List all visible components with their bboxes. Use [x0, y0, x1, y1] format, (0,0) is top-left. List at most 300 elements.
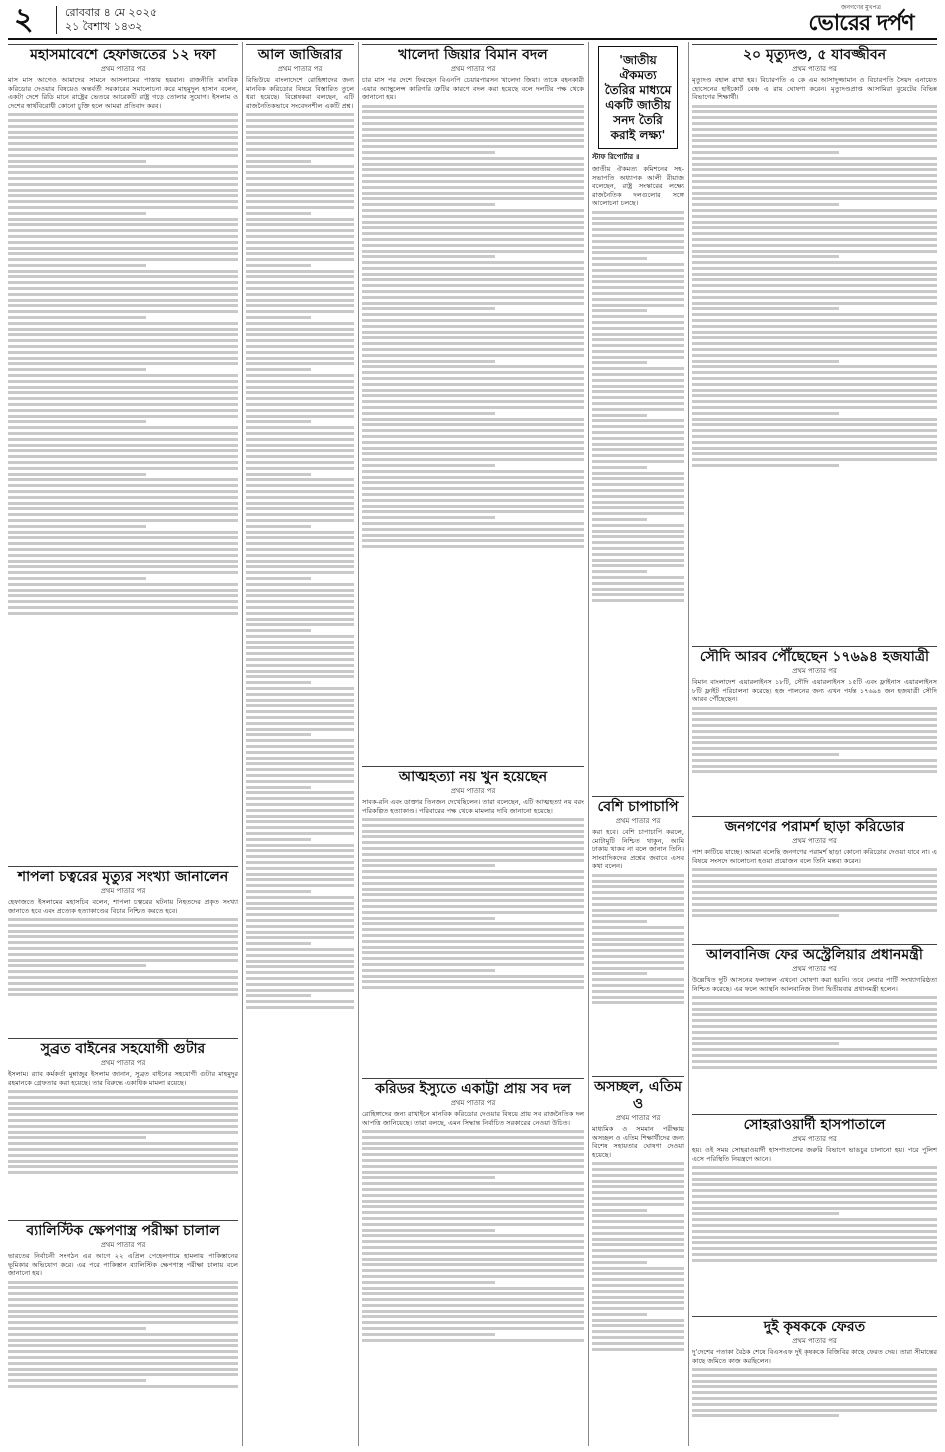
text-line-placeholder: [8, 420, 146, 423]
text-line-placeholder: [362, 534, 584, 537]
text-line-placeholder: [692, 1253, 937, 1256]
text-line-placeholder: [592, 437, 684, 440]
text-line-placeholder: [246, 519, 354, 522]
text-line-placeholder: [8, 339, 238, 342]
boxed-headline: [598, 46, 678, 149]
article-continued: প্রথম পাতার পর: [100, 887, 146, 895]
text-line-placeholder: [362, 128, 584, 131]
text-line-placeholder: [8, 1090, 238, 1093]
text-line-placeholder: [246, 218, 354, 221]
article-title: সুব্রত বাইনের সহযোগী গুটার: [40, 1041, 206, 1057]
text-line-placeholder: [246, 148, 354, 151]
text-line-placeholder: [362, 105, 584, 108]
text-line-placeholder: [362, 510, 584, 513]
article-title: খালেদা জিয়ার বিমান বদল: [398, 47, 548, 63]
text-line-placeholder: [692, 435, 937, 438]
text-line-placeholder: [246, 310, 354, 313]
text-line-placeholder: [692, 412, 839, 415]
text-line-placeholder: [362, 1153, 584, 1156]
text-line-placeholder: [692, 1166, 937, 1169]
text-line-placeholder: [692, 1201, 937, 1204]
article-ballistic: [8, 1220, 238, 1449]
text-line-placeholder: [592, 1290, 684, 1293]
article-title: অসচ্ছল, এতিম ও: [594, 1079, 682, 1112]
article-body: মাধ্যমিক ও সমমান পরীক্ষায় অসচ্ছল ও এতিম শিক্ষার্থীদের জন্য বিশেষ সহায়তার ঘোষণা দেওয়া হয়েছে।: [592, 1125, 684, 1159]
text-line-placeholder: [692, 186, 937, 189]
text-line-placeholder: [246, 502, 354, 505]
date-gregorian: রোববার ৪ মে ২০২৫: [65, 6, 157, 19]
text-line-placeholder: [8, 1096, 238, 1099]
text-line-placeholder: [362, 290, 584, 293]
text-line-placeholder: [362, 406, 584, 409]
text-line-placeholder: [246, 351, 354, 354]
text-line-placeholder: [362, 1194, 584, 1197]
text-line-placeholder: [362, 493, 584, 496]
text-line-placeholder: [362, 377, 584, 380]
article-continued: প্রথম পাতার পর: [792, 965, 837, 973]
text-line-placeholder: [592, 1243, 684, 1246]
text-line-placeholder: [362, 528, 584, 531]
article-continued: প্রথম পাতার পর: [450, 65, 496, 73]
text-line-placeholder: [692, 1066, 937, 1069]
text-line-placeholder: [246, 664, 354, 667]
text-line-placeholder: [592, 240, 684, 243]
text-line-placeholder: [592, 1278, 684, 1281]
text-line-placeholder: [246, 496, 354, 499]
article-filler: [692, 105, 937, 467]
logo-tagline: জনগণের মুখপত্র: [841, 4, 881, 11]
text-line-placeholder: [8, 478, 238, 481]
text-line-placeholder: [592, 1238, 684, 1241]
text-line-placeholder: [246, 994, 311, 997]
text-line-placeholder: [362, 841, 584, 844]
text-line-placeholder: [246, 907, 354, 910]
text-line-placeholder: [692, 250, 937, 253]
text-line-placeholder: [246, 386, 354, 389]
text-line-placeholder: [8, 275, 238, 278]
text-line-placeholder: [8, 1286, 238, 1289]
text-line-placeholder: [246, 618, 354, 621]
text-line-placeholder: [8, 316, 146, 319]
text-line-placeholder: [692, 1259, 937, 1262]
text-line-placeholder: [592, 280, 684, 283]
article-consensus: [592, 44, 684, 794]
text-line-placeholder: [246, 670, 354, 673]
text-line-placeholder: [692, 261, 937, 264]
text-line-placeholder: [692, 1409, 937, 1412]
text-line-placeholder: [362, 928, 584, 931]
text-line-placeholder: [246, 339, 354, 342]
text-line-placeholder: [246, 762, 354, 765]
text-line-placeholder: [246, 455, 354, 458]
text-line-placeholder: [8, 571, 238, 574]
text-line-placeholder: [592, 292, 684, 295]
text-line-placeholder: [8, 1373, 238, 1376]
text-line-placeholder: [592, 333, 684, 336]
text-line-placeholder: [692, 464, 839, 467]
text-line-placeholder: [246, 838, 311, 841]
text-line-placeholder: [692, 874, 937, 877]
text-line-placeholder: [8, 258, 238, 261]
text-line-placeholder: [8, 1119, 238, 1122]
text-line-placeholder: [8, 525, 146, 528]
text-line-placeholder: [592, 425, 684, 428]
text-line-placeholder: [592, 593, 684, 596]
text-line-placeholder: [362, 934, 584, 937]
text-line-placeholder: [8, 502, 238, 505]
text-line-placeholder: [8, 374, 238, 377]
article-suhrawardy: [692, 1114, 937, 1315]
text-line-placeholder: [692, 215, 937, 218]
article-filler: [692, 1166, 937, 1262]
text-line-placeholder: [246, 757, 354, 760]
text-line-placeholder: [692, 1019, 937, 1022]
text-line-placeholder: [692, 770, 937, 773]
text-line-placeholder: [592, 472, 684, 475]
article-hajj: [692, 646, 937, 815]
text-line-placeholder: [692, 914, 839, 917]
text-line-placeholder: [246, 241, 354, 244]
text-line-placeholder: [8, 415, 238, 418]
text-line-placeholder: [8, 970, 238, 973]
text-line-placeholder: [592, 582, 684, 585]
text-line-placeholder: [692, 996, 937, 999]
text-line-placeholder: [8, 589, 238, 592]
text-line-placeholder: [362, 1304, 584, 1307]
text-line-placeholder: [362, 951, 584, 954]
text-line-placeholder: [592, 367, 684, 370]
text-line-placeholder: [592, 1336, 684, 1339]
text-line-placeholder: [692, 1013, 937, 1016]
text-line-placeholder: [692, 1207, 937, 1210]
text-line-placeholder: [362, 1136, 584, 1139]
article-shapla: [8, 866, 238, 1037]
text-line-placeholder: [8, 1327, 146, 1330]
text-line-placeholder: [592, 914, 684, 917]
text-line-placeholder: [246, 786, 311, 789]
article-continued: প্রথম পাতার পর: [792, 1135, 837, 1143]
text-line-placeholder: [246, 374, 354, 377]
text-line-placeholder: [692, 423, 937, 426]
text-line-placeholder: [246, 397, 354, 400]
text-line-placeholder: [246, 299, 354, 302]
text-line-placeholder: [592, 373, 684, 376]
text-line-placeholder: [8, 536, 238, 539]
text-line-placeholder: [362, 824, 584, 827]
text-line-placeholder: [362, 319, 584, 322]
text-line-placeholder: [246, 960, 354, 963]
text-line-placeholder: [692, 174, 937, 177]
article-albanese: [692, 944, 937, 1113]
text-line-placeholder: [8, 1368, 238, 1371]
text-line-placeholder: [8, 1136, 146, 1139]
article-al-jazeera: [246, 44, 354, 1449]
text-line-placeholder: [692, 128, 937, 131]
text-line-placeholder: [246, 136, 354, 139]
text-line-placeholder: [246, 878, 354, 881]
text-line-placeholder: [8, 380, 238, 383]
text-line-placeholder: [246, 612, 354, 615]
text-line-placeholder: [592, 967, 684, 970]
text-line-placeholder: [246, 391, 354, 394]
text-line-placeholder: [592, 1272, 684, 1275]
text-line-placeholder: [362, 1321, 584, 1324]
article-continued: প্রথম পাতার পর: [450, 1099, 496, 1107]
article-continued: প্রথম পাতার পর: [792, 837, 837, 845]
text-line-placeholder: [8, 206, 238, 209]
text-line-placeholder: [362, 365, 584, 368]
article-body: ভারতের নির্বাচনী সংগঠন এর আগে ২২ এপ্রিল পেহেলগামে হামলায় পাকিস্তানের ভূমিকার অভিযোগ করে। এর পরে পাকিস্তান ব্যালিস্টিক ক্ষেপণাস্ত্র পরীক্ষা চালায় বলে জানানো হয়।: [8, 1252, 238, 1278]
text-line-placeholder: [692, 110, 937, 113]
text-line-placeholder: [246, 194, 354, 197]
text-line-placeholder: [246, 791, 354, 794]
text-line-placeholder: [8, 264, 146, 267]
article-body: হেফাজতে ইসলামের মহাসচিব বলেন, শাপলা চত্বরের ঘটনায় নিহতদের প্রকৃত সংখ্যা জানাতে হবে এবং প্রত্যেক হত্যাকাণ্ডের বিচার নিশ্চিত করতে হবে।: [8, 898, 238, 915]
text-line-placeholder: [8, 1160, 238, 1163]
article-farmers: [692, 1316, 937, 1449]
text-line-placeholder: [362, 389, 584, 392]
text-line-placeholder: [8, 247, 238, 250]
text-line-placeholder: [246, 797, 354, 800]
text-line-placeholder: [246, 646, 354, 649]
text-line-placeholder: [8, 218, 238, 221]
text-line-placeholder: [692, 255, 839, 258]
text-line-placeholder: [362, 830, 584, 833]
text-line-placeholder: [246, 247, 354, 250]
text-line-placeholder: [362, 1147, 584, 1150]
text-line-placeholder: [8, 1333, 238, 1336]
text-line-placeholder: [362, 296, 584, 299]
text-line-placeholder: [8, 964, 146, 967]
text-line-placeholder: [246, 444, 354, 447]
text-line-placeholder: [246, 739, 354, 742]
text-line-placeholder: [246, 704, 354, 707]
text-line-placeholder: [246, 304, 354, 307]
text-line-placeholder: [592, 1191, 684, 1194]
text-line-placeholder: [592, 448, 684, 451]
text-line-placeholder: [592, 321, 684, 324]
text-line-placeholder: [8, 299, 238, 302]
text-line-placeholder: [8, 988, 238, 991]
text-line-placeholder: [692, 418, 937, 421]
text-line-placeholder: [8, 467, 238, 470]
text-line-placeholder: [8, 490, 238, 493]
text-line-placeholder: [246, 531, 354, 534]
text-line-placeholder: [692, 134, 937, 137]
text-line-placeholder: [8, 426, 238, 429]
text-line-placeholder: [692, 707, 937, 710]
text-line-placeholder: [362, 429, 584, 432]
text-line-placeholder: [692, 1385, 937, 1388]
text-line-placeholder: [692, 1212, 839, 1215]
article-body: মাস মাস আগেও আমাদের সামনে আসলামের পাত্তায় হয়রান। রাজনীতি মানবিক করিডোর দেওয়ার বিষয়েও অন্তর্বর্তী সরকারের সমালোচনা করে মাহমুদুল হাসান বলেন, একটা দেশে রিডি মানে রাষ্ট্রের ভেতরে আরেকটি রাষ্ট্র গড়ে তোলার সুযোগ। ইসলাম ও দেশের স্বার্থবিরোধী কোনো চুক্তি হলে আমরা প্রতিবাদ করব।: [8, 76, 238, 110]
text-line-placeholder: [592, 443, 684, 446]
article-body: রোহিঙ্গাদের জন্য রাখাইনে মানবিক করিডোর দেওয়ার বিষয়ে প্রায় সব রাজনৈতিক দল আপত্তি জানিয়েছে। তারা বলছে, এমন সিদ্ধান্ত নির্বাচিত সরকারের নেওয়া উচিত।: [362, 1110, 584, 1127]
text-line-placeholder: [592, 1180, 684, 1183]
text-line-placeholder: [246, 780, 354, 783]
text-line-placeholder: [8, 333, 238, 336]
article-filler: [362, 818, 584, 989]
text-line-placeholder: [692, 741, 937, 744]
text-line-placeholder: [592, 1307, 684, 1310]
article-verdict: [692, 44, 937, 645]
text-line-placeholder: [592, 1220, 684, 1223]
text-line-placeholder: [592, 541, 684, 544]
text-line-placeholder: [8, 455, 238, 458]
text-line-placeholder: [246, 641, 354, 644]
text-line-placeholder: [246, 925, 354, 928]
text-line-placeholder: [246, 820, 354, 823]
text-line-placeholder: [8, 148, 238, 151]
text-line-placeholder: [692, 1236, 937, 1239]
column-divider: [588, 42, 589, 1446]
text-line-placeholder: [362, 174, 584, 177]
text-line-placeholder: [692, 1054, 937, 1057]
text-line-placeholder: [8, 1171, 238, 1174]
text-line-placeholder: [362, 487, 584, 490]
text-line-placeholder: [362, 1200, 584, 1203]
text-line-placeholder: [692, 244, 937, 247]
text-line-placeholder: [592, 327, 684, 330]
text-line-placeholder: [362, 1229, 495, 1232]
text-line-placeholder: [362, 180, 584, 183]
text-line-placeholder: [692, 151, 839, 154]
text-line-placeholder: [362, 371, 584, 374]
text-line-placeholder: [8, 432, 238, 435]
text-line-placeholder: [8, 287, 238, 290]
article-filler: [246, 113, 354, 1009]
text-line-placeholder: [362, 1176, 495, 1179]
text-line-placeholder: [362, 975, 584, 978]
text-line-placeholder: [592, 1330, 684, 1333]
text-line-placeholder: [362, 1217, 584, 1220]
text-line-placeholder: [692, 296, 937, 299]
text-line-placeholder: [592, 880, 684, 883]
text-line-placeholder: [592, 338, 684, 341]
text-line-placeholder: [246, 554, 354, 557]
article-filler: [592, 1162, 684, 1351]
column-divider: [688, 42, 689, 1446]
text-line-placeholder: [362, 1315, 584, 1318]
text-line-placeholder: [692, 406, 937, 409]
text-line-placeholder: [246, 809, 354, 812]
text-line-placeholder: [8, 200, 238, 203]
text-line-placeholder: [362, 481, 584, 484]
text-line-placeholder: [246, 913, 354, 916]
text-line-placeholder: [246, 623, 354, 626]
article-title: 'জাতীয় ঐকমত্য তৈরির মাধ্যমে একটি জাতীয় সনদ তৈরি করাই লক্ষ্য': [604, 53, 672, 142]
text-line-placeholder: [692, 1037, 937, 1040]
text-line-placeholder: [8, 548, 238, 551]
text-line-placeholder: [592, 1296, 684, 1299]
text-line-placeholder: [692, 1195, 937, 1198]
text-line-placeholder: [246, 235, 354, 238]
text-line-placeholder: [8, 328, 238, 331]
article-suicide: [362, 766, 584, 1077]
text-line-placeholder: [592, 246, 684, 249]
article-filler: [362, 105, 584, 549]
text-line-placeholder: [8, 993, 238, 996]
text-line-placeholder: [246, 426, 354, 429]
text-line-placeholder: [8, 594, 238, 597]
text-line-placeholder: [8, 113, 238, 116]
text-line-placeholder: [246, 438, 354, 441]
text-line-placeholder: [8, 189, 238, 192]
text-line-placeholder: [8, 519, 238, 522]
text-line-placeholder: [8, 351, 238, 354]
text-line-placeholder: [362, 476, 584, 479]
text-line-placeholder: [246, 629, 311, 632]
text-line-placeholder: [362, 1269, 584, 1272]
text-line-placeholder: [362, 302, 584, 305]
text-line-placeholder: [592, 466, 647, 469]
text-line-placeholder: [362, 209, 584, 212]
text-line-placeholder: [246, 606, 354, 609]
text-line-placeholder: [246, 722, 354, 725]
text-line-placeholder: [362, 516, 495, 519]
text-line-placeholder: [246, 826, 354, 829]
text-line-placeholder: [692, 389, 937, 392]
text-line-placeholder: [246, 513, 354, 516]
text-line-placeholder: [692, 1247, 937, 1250]
text-line-placeholder: [692, 307, 839, 310]
text-line-placeholder: [592, 564, 684, 567]
newspaper-logo: [791, 4, 931, 36]
text-line-placeholder: [592, 454, 684, 457]
article-public-opinion: [692, 816, 937, 943]
text-line-placeholder: [8, 304, 238, 307]
text-line-placeholder: [592, 269, 684, 272]
text-line-placeholder: [592, 920, 647, 923]
article-body: দু'দেশের পতাকা বৈঠক শেষে বিএসএফ দুই কৃষককে বিজিবির কাছে ফেরত দেয়। তারা সীমান্তের কাছে জমিতে কাজ করছিলেন।: [692, 1348, 937, 1365]
text-line-placeholder: [246, 693, 354, 696]
text-line-placeholder: [8, 947, 238, 950]
text-line-placeholder: [8, 1107, 238, 1110]
text-line-placeholder: [362, 157, 584, 160]
text-line-placeholder: [362, 186, 584, 189]
article-orphan: [592, 1076, 684, 1449]
article-continued: প্রথম পাতার পর: [450, 787, 496, 795]
text-line-placeholder: [362, 899, 584, 902]
text-line-placeholder: [592, 379, 684, 382]
article-body: ইসলাম। র‍্যাব কর্মকর্তা মুন্নাজুর ইসলাম জানান, সুব্রত বাইনের সহযোগী গুটার মাহমুদুর রহমানকে গ্রেফতার করা হয়েছে। তার বিরুদ্ধে একাধিক মামলা রয়েছে।: [8, 1070, 238, 1087]
text-line-placeholder: [246, 733, 311, 736]
text-line-placeholder: [246, 119, 354, 122]
text-line-placeholder: [692, 139, 937, 142]
text-line-placeholder: [692, 1230, 937, 1233]
text-line-placeholder: [8, 409, 238, 412]
article-continued: প্রথম পাতার পর: [615, 1114, 661, 1122]
text-line-placeholder: [592, 570, 647, 573]
masthead: [0, 0, 945, 40]
text-line-placeholder: [362, 278, 584, 281]
text-line-placeholder: [362, 1130, 584, 1133]
text-line-placeholder: [246, 200, 354, 203]
text-line-placeholder: [362, 946, 584, 949]
text-line-placeholder: [592, 1001, 684, 1004]
article-continued: প্রথম পাতার পর: [100, 1241, 146, 1249]
text-line-placeholder: [592, 874, 684, 877]
article-filler: [692, 707, 937, 774]
text-line-placeholder: [592, 361, 647, 364]
article-title: করিডর ইস্যুতে একাট্টা প্রায় সব দল: [375, 1081, 571, 1097]
text-line-placeholder: [8, 397, 238, 400]
text-line-placeholder: [592, 251, 684, 254]
text-line-placeholder: [362, 1275, 584, 1278]
text-line-placeholder: [246, 942, 311, 945]
article-byline: স্টাফ রিপোর্টার ॥: [592, 152, 640, 161]
text-line-placeholder: [362, 1159, 584, 1162]
